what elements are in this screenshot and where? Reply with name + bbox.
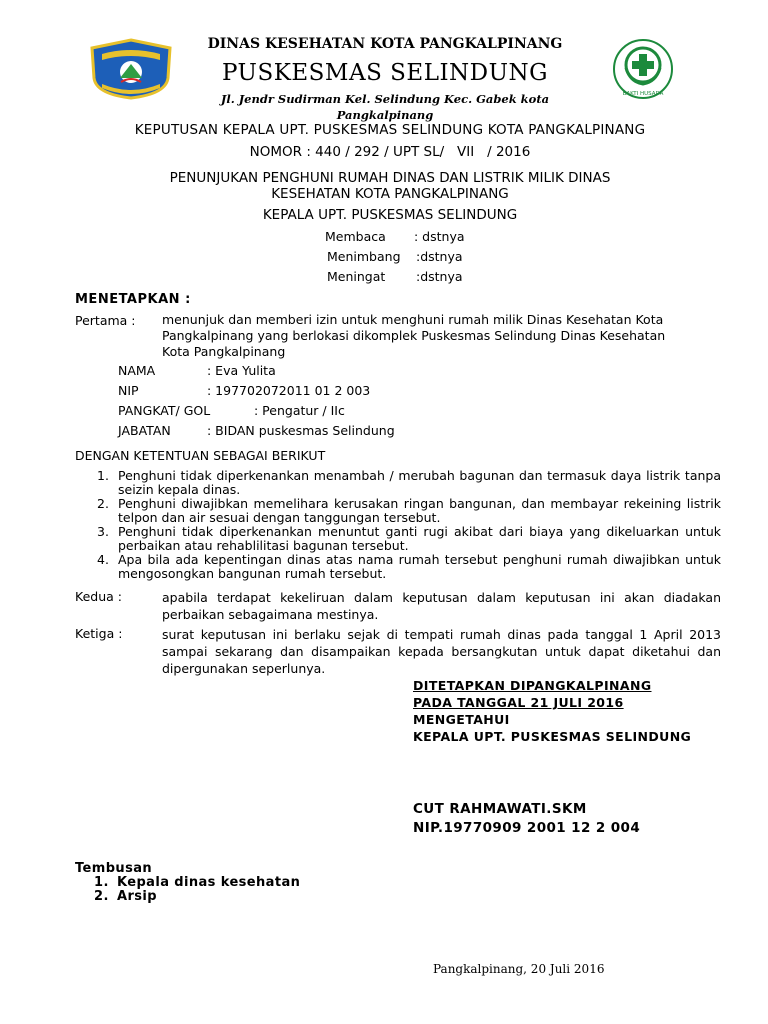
list-number: 3. [97,524,109,539]
mengetahui-line: MENGETAHUI [413,712,510,727]
person-label: PANGKAT/ GOL [118,403,211,418]
list-text: Penghuni diwajibkan memelihara kerusakan ringan bangunan, dan membayar rekeining listrik telpon dan air sesuai dengan tanggungan tersebut. [118,496,721,525]
pertama-line-1: menunjuk dan memberi izin untuk menghuni rumah milik Dinas Kesehatan Kota [162,312,664,327]
list-item [94,890,300,904]
kedua-label: Kedua : [75,589,122,604]
person-row [118,423,395,443]
list-number: 4. [97,552,109,567]
signer-name: CUT RAHMAWATI.SKM [413,801,587,817]
ketiga-text: surat keputusan ini berlaku sejak di tempati rumah dinas pada tanggal 1 April 2013 sampai sekarang dan disampaikan kepada bersangkutan untuk dapat diketahui dan dipergunakan seperlunya. [162,627,721,676]
person-label: JABATAN [118,423,171,438]
list-item [97,468,721,497]
menetapkan-heading: MENETAPKAN : [75,292,191,307]
signature-block [413,677,691,745]
pertama-line-3: Kota Pangkalpinang [162,344,286,359]
bakti-husada-logo [612,38,674,100]
list-item [97,552,721,581]
person-value: : Eva Yulita [207,363,276,378]
title-line-5: KEPALA UPT. PUSKESMAS SELINDUNG [262,207,518,223]
list-number: 1. [97,468,109,483]
signer-block [413,800,640,838]
ketentuan-heading: DENGAN KETENTUAN SEBAGAI BERIKUT [75,448,326,463]
person-row [118,383,395,403]
ditetapkan-line: DITETAPKAN DIPANGKALPINANG [413,678,652,693]
title-line-4: KESEHATAN KOTA PANGKALPINANG [271,186,509,202]
consideration-value: :dstnya [416,249,463,264]
ketentuan-list [97,468,721,581]
address [205,91,565,123]
ketiga-label: Ketiga : [75,626,123,641]
consideration-row [325,229,465,249]
decree-number: NOMOR : 440 / 292 / UPT SL/ VII / 2016 [249,144,531,160]
person-label: NIP [118,383,139,398]
signer-nip: NIP.19770909 2001 12 2 004 [413,820,641,836]
person-row [118,363,395,383]
consideration-row [327,269,465,289]
pertama-text [162,312,732,360]
consideration-label: Membaca [325,229,386,244]
bakti-husada-label: BAKTI HUSADA [622,91,664,97]
signer-position: KEPALA UPT. PUSKESMAS SELINDUNG [413,729,692,744]
consideration-value: :dstnya [416,269,463,284]
kedua-text: apabila terdapat kekeliruan dalam keputusan dalam keputusan ini akan diadakan perbaikan sebagaimana mestinya. [162,590,721,622]
list-text: Arsip [117,889,157,904]
footer-date: Pangkalpinang, 20 Juli 2016 [433,962,605,976]
list-text: Kepala dinas kesehatan [117,875,301,890]
person-value: : 197702072011 01 2 003 [207,383,371,398]
list-number: 1. [94,875,109,890]
list-text: Penghuni tidak diperkenankan menuntut ganti rugi akibat dari biaya yang dikeluarkan untuk perbaikan atau rehablilitasi bagunan tersebut. [118,524,721,553]
agency-name: DINAS KESEHATAN KOTA PANGKALPINANG [207,36,563,52]
list-item [97,524,721,553]
title-line-1: KEPUTUSAN KEPALA UPT. PUSKESMAS SELINDUNG KOTA PANGKALPINANG [134,122,646,138]
dinkes-logo [88,38,174,100]
list-text: Penghuni tidak diperkenankan menambah / merubah bagunan dan termasuk daya listrik tanpa seizin kepala dinas. [118,468,721,497]
consideration-label: Meningat [327,269,386,284]
title-block [40,122,740,223]
address-line-1: Jl. Jendr Sudirman Kel. Selindung Kec. Gabek kota [220,92,550,106]
person-details [118,363,395,443]
tembusan-heading: Tembusan [75,861,153,876]
considerations [325,229,465,289]
person-label: NAMA [118,363,156,378]
clinic-name: PUSKESMAS SELINDUNG [221,60,549,86]
person-row [118,403,395,423]
consideration-value: : dstnya [414,229,465,244]
pertama-line-2: Pangkalpinang yang berlokasi dikomplek Puskesmas Selindung Dinas Kesehatan [162,328,666,343]
list-number: 2. [94,889,109,904]
date-line: PADA TANGGAL 21 JULI 2016 [413,695,624,710]
pertama-label: Pertama : [75,313,136,328]
person-value: : Pengatur / IIc [254,403,345,418]
person-value: : BIDAN puskesmas Selindung [207,423,395,438]
list-item [94,876,300,890]
tembusan-block [75,862,300,904]
consideration-label: Menimbang [327,249,401,264]
list-item [97,496,721,525]
title-line-3: PENUNJUKAN PENGHUNI RUMAH DINAS DAN LISTRIK MILIK DINAS [169,170,611,186]
list-text: Apa bila ada kepentingan dinas atas nama rumah tersebut penghuni rumah diwajibkan untuk mengosongkan bangunan rumah tersebut. [118,552,721,581]
consideration-row [327,249,465,269]
address-line-2: Pangkalpinang [336,108,434,122]
list-number: 2. [97,496,109,511]
